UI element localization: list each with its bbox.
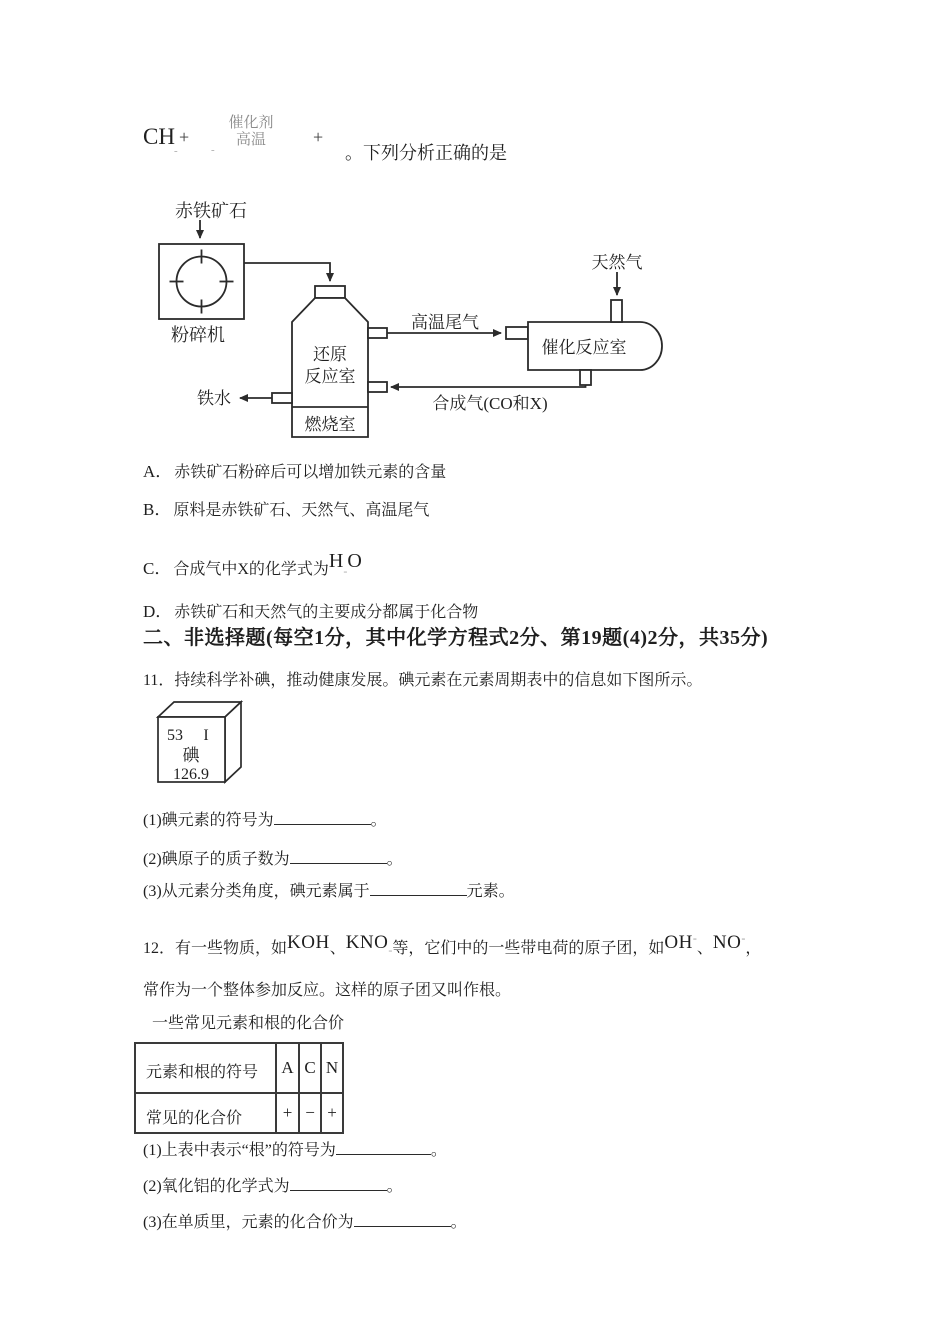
option-d-label: D． (143, 602, 173, 621)
q12-blank-2 (143, 1176, 403, 1197)
valence-table-title: 一些常见元素和根的化合价 (152, 1015, 345, 1032)
ore-label: 赤铁矿石 (175, 201, 247, 221)
formula-koh: KOH (287, 932, 330, 953)
syngas-inlet (368, 382, 387, 392)
iron-smelting-process-diagram (140, 190, 680, 448)
plus-sign: + (179, 127, 190, 147)
q11-blank-2 (143, 849, 403, 870)
equation-line (143, 113, 603, 165)
faint-subscript-mark: - (174, 145, 178, 157)
q12-blank-2-post: 。 (386, 1178, 403, 1195)
condition-catalyst: 催化剂 (228, 115, 274, 131)
table-symbol-1: A (275, 1044, 298, 1092)
q12-blank-3-post: 。 (450, 1214, 467, 1231)
option-d-text: 赤铁矿石和天然气的主要成分都属于化合物 (174, 604, 479, 621)
answer-blank (336, 1140, 431, 1155)
q12-blank-3-pre: (3)在单质里，元素的化合价为 (143, 1214, 354, 1231)
answer-blank (354, 1212, 451, 1227)
formula-o: O (347, 550, 362, 572)
table-header-valence: 常见的化合价 (136, 1092, 275, 1132)
q12-blank-2-pre: (2)氧化铝的化学式为 (143, 1178, 290, 1195)
option-b-label: B． (143, 500, 172, 519)
table-symbol-3: N (320, 1044, 342, 1092)
catalytic-chamber-label: 催化反应室 (541, 338, 627, 357)
formula-h: H (328, 550, 344, 572)
table-valence-3: + (320, 1092, 342, 1132)
valence-table (134, 1042, 344, 1134)
question-prompt: 。下列分析正确的是 (345, 143, 507, 163)
crusher-to-vessel-line (244, 263, 330, 281)
q12-stem (143, 928, 761, 960)
formula-kno3-submark: - (388, 943, 393, 957)
q12-stem-line2: 常作为一个整体参加反应。这样的原子团又叫作根。 (143, 982, 512, 999)
syngas-return-line (391, 385, 586, 387)
reduction-label-2: 反应室 (304, 367, 356, 386)
q12-blank-1 (143, 1140, 447, 1161)
q12-sep-1: 、 (329, 940, 346, 957)
q11-blank-1 (143, 810, 387, 831)
answer-blank (370, 881, 467, 896)
table-valence-2: − (298, 1092, 320, 1132)
chamber-outlet-pipe (580, 370, 591, 385)
tail-gas-label: 高温尾气 (411, 313, 479, 332)
formula-oh-charge: - (692, 931, 697, 945)
table-valence-1: + (275, 1092, 298, 1132)
reactant-formula: CH (143, 124, 175, 149)
element-symbol: I (203, 727, 209, 744)
cell-right-face (225, 702, 241, 782)
section-header: 二、非选择题(每空1分，其中化学方程式2分、第19题(4)2分，共35分) (143, 627, 769, 649)
formula-kno3: KNO (345, 932, 389, 953)
option-c-text: 合成气中X的化学式为 (173, 561, 329, 578)
vessel-neck (315, 286, 345, 298)
q11-blank-2-post: 。 (386, 851, 403, 868)
answer-blank (274, 810, 371, 825)
iron-outlet (272, 393, 292, 403)
q12-text-1: 12．有一些物质，如 (143, 940, 288, 957)
formula-no3-charge: - (741, 931, 746, 945)
answer-blank (290, 1176, 387, 1191)
q11-blank-3 (143, 881, 515, 902)
atomic-mass: 126.9 (173, 766, 209, 783)
periodic-table-cell (150, 695, 270, 795)
option-c-label: C． (143, 559, 172, 578)
q12-text-3: ， (745, 940, 762, 957)
molten-iron-label: 铁水 (197, 389, 231, 408)
q11-blank-1-post: 。 (370, 812, 387, 829)
natural-gas-label: 天然气 (591, 253, 643, 272)
option-d (143, 602, 478, 623)
formula-sub-mark: - (343, 564, 348, 578)
option-a-label: A． (143, 462, 173, 481)
q11-stem: 11．持续科学补碘，推动健康发展。碘元素在元素周期表中的信息如下图所示。 (143, 672, 703, 689)
element-name: 碘 (182, 746, 200, 765)
option-b (143, 500, 429, 521)
syngas-label: 合成气(CO和X) (432, 394, 548, 413)
natural-gas-pipe (611, 300, 622, 322)
faint-dash-mark: - (211, 144, 215, 156)
option-c (143, 551, 362, 581)
table-symbol-2: C (298, 1044, 320, 1092)
q11-blank-2-pre: (2)碘原子的质子数为 (143, 851, 290, 868)
q11-blank-1-pre: (1)碘元素的符号为 (143, 812, 274, 829)
q12-blank-1-pre: (1)上表中表示“根”的符号为 (143, 1142, 336, 1159)
q11-blank-3-post: 元素。 (466, 883, 515, 900)
chamber-inlet-pipe (506, 327, 528, 339)
table-header-symbols: 元素和根的符号 (146, 1064, 259, 1081)
q12-blank-1-post: 。 (430, 1142, 447, 1159)
q12-sep-2: 、 (696, 940, 713, 957)
tail-gas-outlet (368, 328, 387, 338)
atomic-number: 53 (167, 727, 183, 744)
condition-temperature: 高温 (235, 132, 266, 148)
q11-blank-3-pre: (3)从元素分类角度，碘元素属于 (143, 883, 370, 900)
combustion-label: 燃烧室 (304, 415, 356, 434)
crusher-label: 粉碎机 (171, 325, 225, 345)
formula-oh: OH (664, 932, 693, 953)
answer-blank (290, 849, 387, 864)
q12-text-2: 等，它们中的一些带电荷的原子团，如 (392, 940, 665, 957)
formula-no3: NO (712, 932, 742, 953)
option-a-text: 赤铁矿石粉碎后可以增加铁元素的含量 (174, 464, 447, 481)
option-b-text: 原料是赤铁矿石、天然气、高温尾气 (173, 502, 430, 519)
reduction-label-1: 还原 (313, 345, 347, 364)
plus-sign-2: + (313, 127, 324, 147)
reaction-condition (219, 115, 283, 149)
q12-blank-3 (143, 1212, 467, 1233)
option-a (143, 462, 446, 483)
